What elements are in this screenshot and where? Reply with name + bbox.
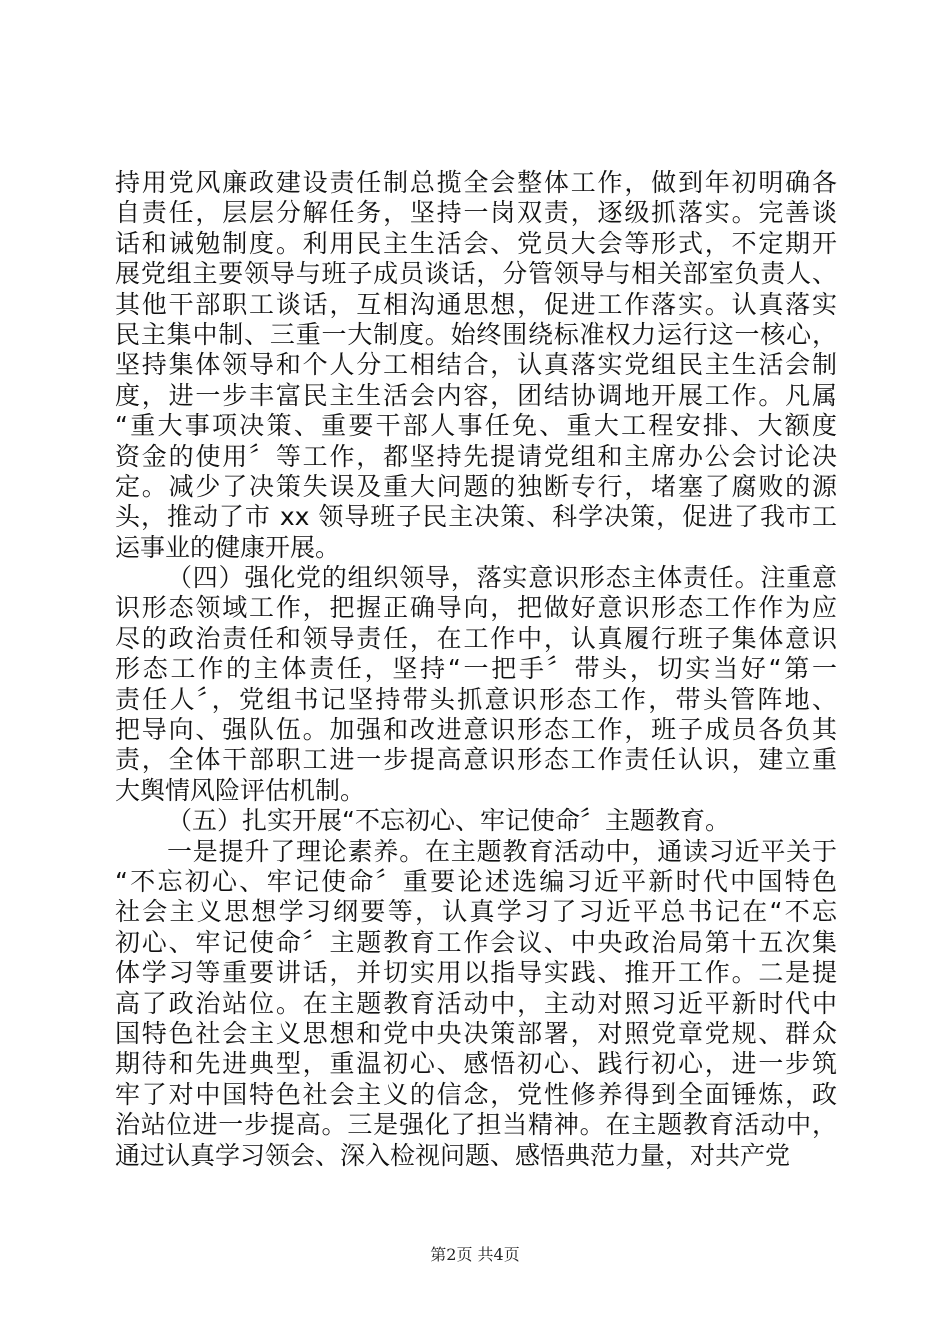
text-line: 社会主义思想学习纲要等，认真学习了习近平总书记在“不忘: [115, 897, 837, 927]
text-line: 大舆情风险评估机制。: [115, 775, 366, 805]
text-line: 牢了对中国特色社会主义的信念，党性修养得到全面锤炼，政: [115, 1079, 837, 1109]
text-line: 民主集中制、三重一大制度。始终围绕标准权力运行这一核心，: [115, 319, 837, 349]
document-body: [115, 168, 837, 1171]
page-footer: 第2页 共4页: [430, 1245, 520, 1264]
text-line: “重大事项决策、重要干部人事任免、重大工程安排、大额度: [115, 411, 837, 441]
text-line: 体学习等重要讲话，并切实用以指导实践、推开工作。二是提: [115, 958, 837, 988]
text-line: 一是提升了理论素养。在主题教育活动中，通读习近平关于: [167, 836, 837, 866]
text-line: 初心、牢记使命〞主题教育工作会议、中央政治局第十五次集: [115, 927, 837, 957]
text-line: 持用党风廉政建设责任制总揽全会整体工作，做到年初明确各: [115, 168, 837, 197]
paragraph: [115, 837, 837, 1171]
text-line: 期待和先进典型，重温初心、感悟初心、践行初心，进一步筑: [115, 1049, 837, 1079]
text-line: 定。减少了决策失误及重大问题的独断专行，堵塞了腐败的源: [115, 471, 837, 501]
text-line: 责，全体干部职工进一步提高意识形态工作责任认识，建立重: [115, 745, 837, 775]
text-line: “不忘初心、牢记使命〞重要论述选编习近平新时代中国特色: [115, 866, 837, 896]
text-line: 国特色社会主义思想和党中央决策部署，对照党章党规、群众: [115, 1018, 837, 1048]
paragraph: [115, 563, 837, 806]
text-line: 治站位进一步提高。三是强化了担当精神。在主题教育活动中，: [115, 1110, 837, 1140]
text-line: 自责任，层层分解任务，坚持一岗双责，逐级抓落实。完善谈: [115, 198, 837, 228]
text-line: 尽的政治责任和领导责任，在工作中，认真履行班子集体意识: [115, 623, 837, 653]
text-line: 运事业的健康开展。: [115, 532, 341, 562]
text-line: 其他干部职工谈话，互相沟通思想，促进工作落实。认真落实: [115, 289, 837, 319]
paragraph: [115, 806, 837, 836]
text-line: 把导向、强队伍。加强和改进意识形态工作，班子成员各负其: [115, 715, 837, 745]
text-line: 度，进一步丰富民主生活会内容，团结协调地开展工作。凡属: [115, 380, 837, 410]
text-line: 高了政治站位。在主题教育活动中，主动对照习近平新时代中: [115, 988, 837, 1018]
text-line: 展党组主要领导与班子成员谈话，分管领导与相关部室负责人、: [115, 259, 837, 289]
paragraph: [115, 168, 837, 563]
text-line: （四）强化党的组织领导，落实意识形态主体责任。注重意: [167, 563, 837, 593]
text-line: 话和诫勉制度。利用民主生活会、党员大会等形式，不定期开: [115, 228, 837, 258]
text-line: 识形态领域工作，把握正确导向，把做好意识形态工作作为应: [115, 593, 837, 623]
text-line: 头，推动了市 xx 领导班子民主决策、科学决策，促进了我市工: [115, 502, 837, 532]
text-line: 资金的使用〞等工作，都坚持先提请党组和主席办公会讨论决: [115, 441, 837, 471]
text-line: 通过认真学习领会、深入检视问题、感悟典范力量，对共产党: [115, 1140, 791, 1170]
text-line: （五）扎实开展“不忘初心、牢记使命〞主题教育。: [167, 806, 730, 836]
text-line: 责任人〞，党组书记坚持带头抓意识形态工作，带头管阵地、: [115, 684, 837, 714]
text-line: 坚持集体领导和个人分工相结合，认真落实党组民主生活会制: [115, 350, 837, 380]
text-line: 形态工作的主体责任，坚持“一把手〞带头，切实当好“第一: [115, 654, 837, 684]
